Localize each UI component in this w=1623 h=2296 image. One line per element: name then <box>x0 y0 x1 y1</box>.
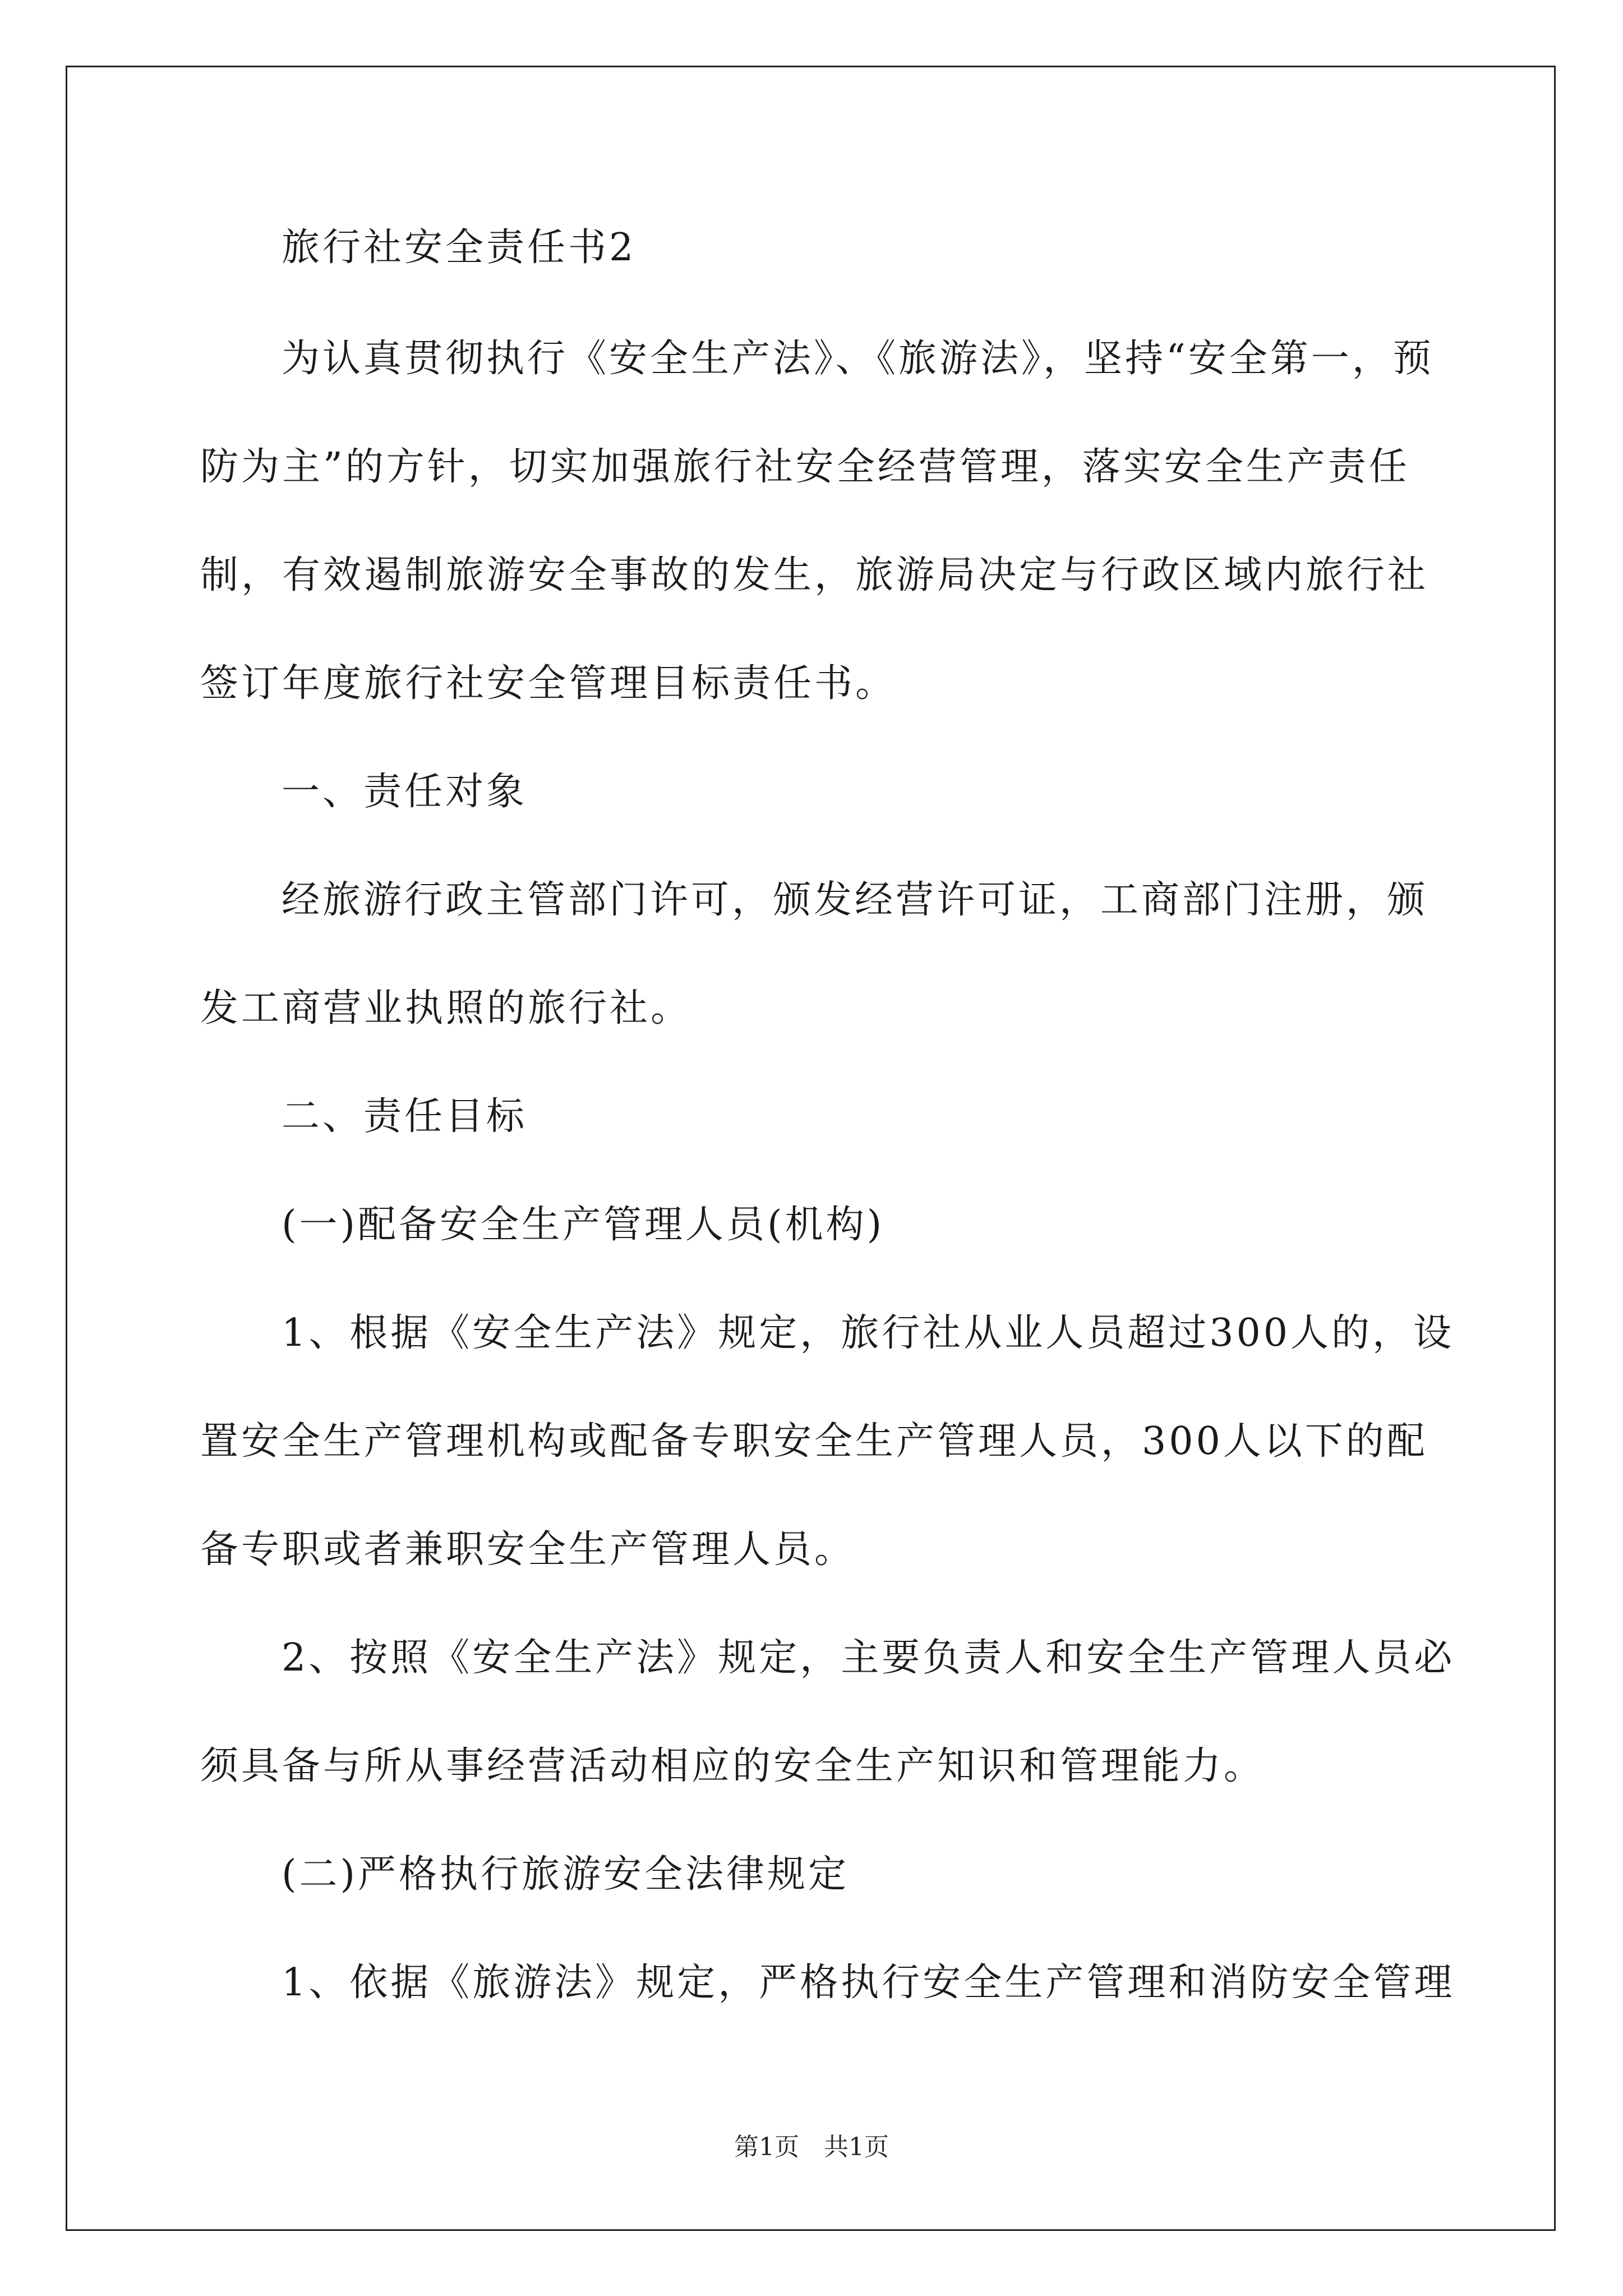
paragraph-line: 2、按照《安全生产法》规定，主要负责人和安全生产管理人员必 <box>282 1636 1455 1680</box>
paragraph-line: 经旅游行政主管部门许可，颁发经营许可证，工商部门注册，颁 <box>282 878 1428 922</box>
paragraph-line: 1、根据《安全生产法》规定，旅行社从业人员超过300人的，设 <box>282 1311 1455 1355</box>
paragraph-line: 须具备与所从事经营活动相应的安全生产知识和管理能力。 <box>200 1744 1265 1788</box>
page-frame <box>66 66 1556 2231</box>
section-heading: 二、责任目标 <box>282 1094 528 1139</box>
paragraph-line: 发工商营业执照的旅行社。 <box>200 986 692 1030</box>
page-number: 第1页 共1页 <box>734 2133 889 2161</box>
subsection-heading: (二)严格执行旅游安全法律规定 <box>282 1852 850 1897</box>
document-title: 旅行社安全责任书2 <box>282 226 637 270</box>
paragraph-line: 制，有效遏制旅游安全事故的发生，旅游局决定与行政区域内旅行社 <box>200 553 1429 597</box>
section-heading: 一、责任对象 <box>282 770 528 814</box>
paragraph-line: 签订年度旅行社安全管理目标责任书。 <box>200 661 897 706</box>
paragraph-line: 1、依据《旅游法》规定，严格执行安全生产管理和消防安全管理 <box>282 1961 1455 2005</box>
subsection-heading: (一)配备安全生产管理人员(机构) <box>282 1203 885 1247</box>
paragraph-line: 置安全生产管理机构或配备专职安全生产管理人员，300人以下的配 <box>200 1419 1428 1464</box>
paragraph-line: 备专职或者兼职安全生产管理人员。 <box>200 1527 856 1572</box>
paragraph-line: 为认真贯彻执行《安全生产法》、《旅游法》，坚持“安全第一，预 <box>282 337 1434 381</box>
paragraph-line: 防为主”的方针，切实加强旅行社安全经营管理，落实安全生产责任 <box>200 445 1410 489</box>
